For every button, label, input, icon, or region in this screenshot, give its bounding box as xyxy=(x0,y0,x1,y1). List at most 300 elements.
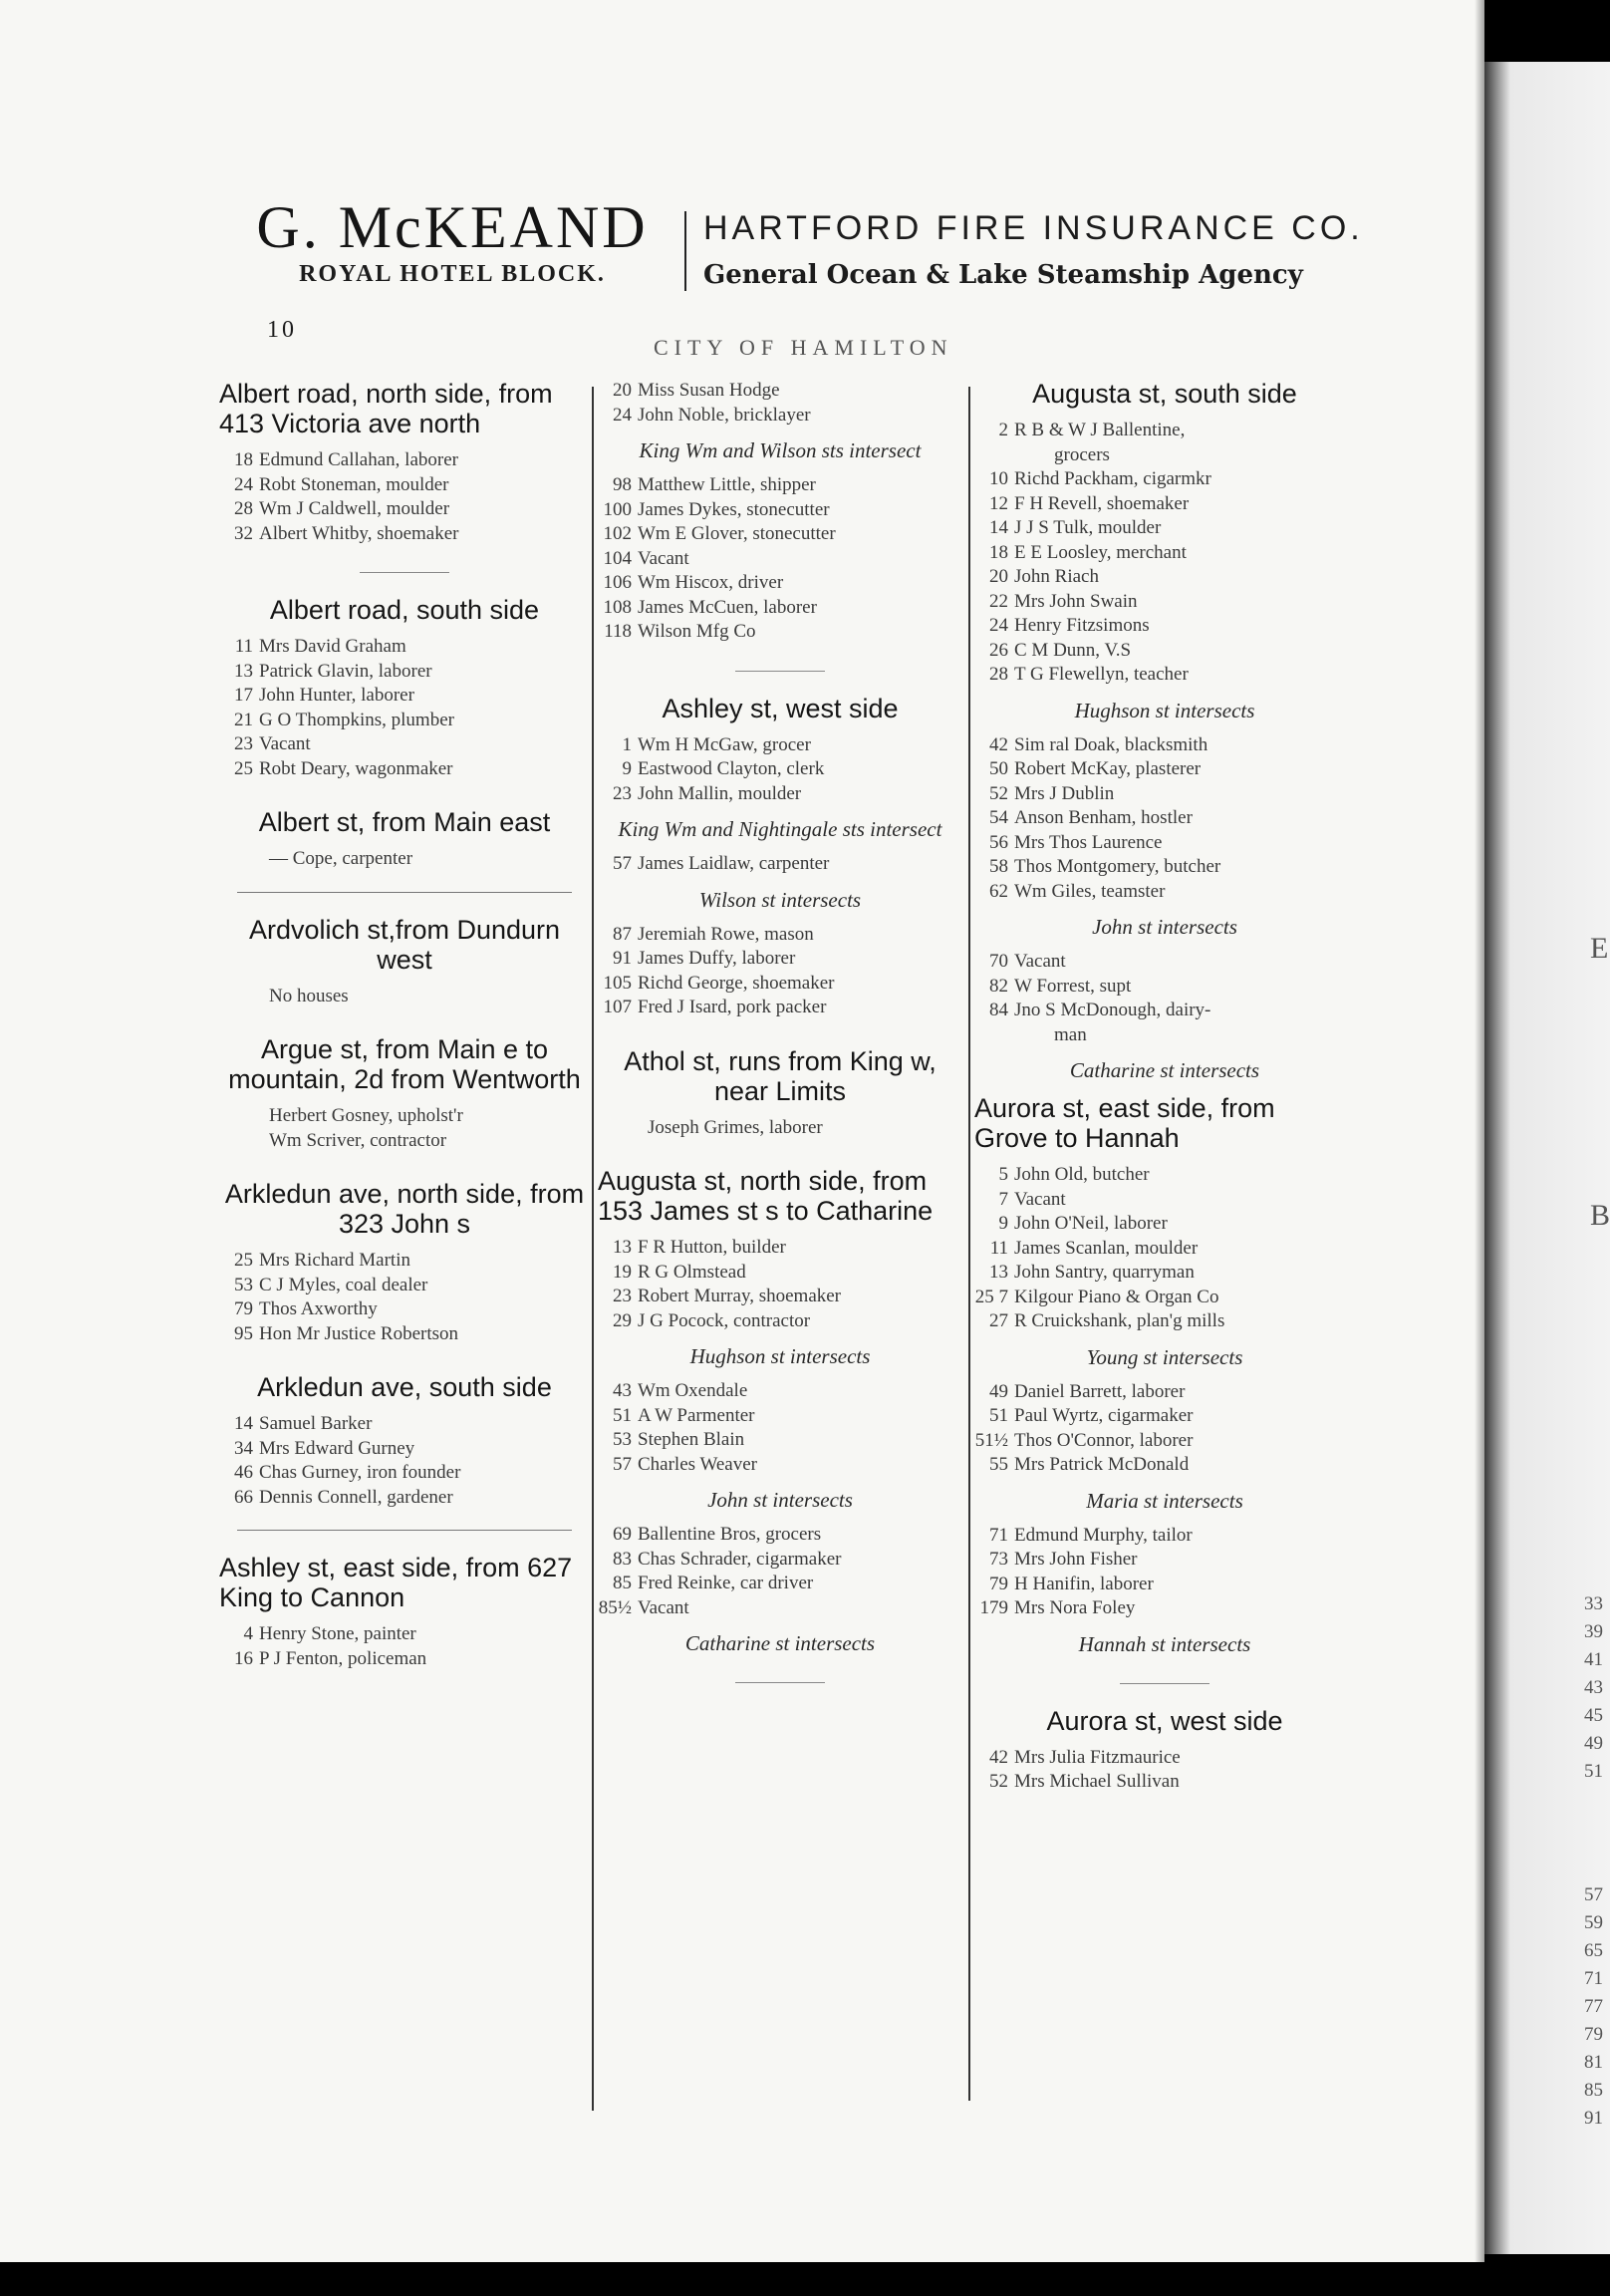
column-1 xyxy=(219,379,590,1671)
street-heading: Albert road, north side, from 413 Victoria ave north xyxy=(219,379,553,438)
directory-section xyxy=(974,950,1355,1083)
resident-name: Henry Stone, painter xyxy=(259,1623,416,1644)
resident-list xyxy=(974,1746,1355,1795)
house-number: 179 xyxy=(979,1597,1008,1618)
resident-name: Stephen Blain xyxy=(638,1429,745,1450)
resident-name: R G Olmstead xyxy=(638,1261,746,1283)
resident-entry xyxy=(219,1129,590,1154)
resident-name: man xyxy=(1054,1023,1087,1045)
resident-entry xyxy=(974,757,1355,782)
section-gap xyxy=(219,1008,590,1034)
street-heading: Augusta st, south side xyxy=(1032,379,1297,409)
resident-entry xyxy=(219,1297,590,1322)
resident-list xyxy=(598,852,962,877)
resident-name: A W Parmenter xyxy=(638,1404,755,1426)
section-divider xyxy=(735,1682,825,1683)
advertisement-right xyxy=(703,209,1364,290)
resident-name: T G Flewellyn, teacher xyxy=(1014,664,1189,685)
resident-entry xyxy=(219,660,590,685)
resident-entry xyxy=(598,1596,962,1621)
fragment-letter: B xyxy=(1590,1199,1610,1232)
resident-list xyxy=(219,635,590,781)
resident-entry xyxy=(974,1746,1355,1771)
section-gap xyxy=(219,1153,590,1179)
house-number: 102 xyxy=(603,523,632,544)
directory-section xyxy=(598,473,962,672)
resident-name: Wm H McGaw, grocer xyxy=(638,733,811,755)
house-number: 42 xyxy=(989,1746,1008,1768)
intersection-note: Catharine st intersects xyxy=(684,1631,876,1655)
house-number: 83 xyxy=(613,1548,632,1570)
resident-name: J G Pocock, contractor xyxy=(638,1309,811,1331)
resident-entry xyxy=(598,1428,962,1453)
resident-name: Vacant xyxy=(1014,1188,1066,1210)
house-number: 25 7 xyxy=(974,1286,1008,1307)
house-number: 5 xyxy=(998,1164,1008,1185)
column-rule xyxy=(968,387,970,2101)
column-2 xyxy=(598,379,962,1705)
resident-name: Richd George, shoemaker xyxy=(638,972,835,994)
house-number: 25 xyxy=(234,1250,253,1271)
house-number: 26 xyxy=(989,639,1008,661)
resident-name: Patrick Glavin, laborer xyxy=(259,660,432,682)
resident-entry xyxy=(974,1261,1355,1286)
street-heading: Ardvolich st,from Dundurn west xyxy=(248,914,561,975)
section-divider xyxy=(735,671,825,672)
resident-list xyxy=(974,1380,1355,1478)
street-heading: Arkledun ave, north side, from 323 John s xyxy=(224,1179,585,1239)
house-number: 85½ xyxy=(598,1596,632,1618)
fragment-number: 51 xyxy=(1584,1761,1603,1782)
resident-name: Edmund Callahan, laborer xyxy=(259,449,458,470)
resident-entry xyxy=(598,1548,962,1573)
resident-entry xyxy=(974,467,1355,492)
house-number: 51 xyxy=(989,1405,1008,1426)
resident-list xyxy=(598,379,962,428)
house-number: 79 xyxy=(234,1298,253,1319)
resident-name: Mrs J Dublin xyxy=(1014,782,1115,804)
resident-list xyxy=(219,1412,590,1510)
directory-section xyxy=(598,852,962,913)
resident-list xyxy=(598,1236,962,1333)
house-number: 9 xyxy=(998,1213,1008,1234)
resident-entry xyxy=(598,923,962,948)
fragment-number: 71 xyxy=(1584,1968,1603,1989)
resident-entry xyxy=(598,1453,962,1478)
directory-section xyxy=(598,1379,962,1513)
resident-list xyxy=(598,473,962,645)
directory-section xyxy=(219,915,590,1035)
resident-name: John O'Neil, laborer xyxy=(1014,1213,1168,1234)
resident-name: Joseph Grimes, laborer xyxy=(648,1116,823,1138)
house-number: 1 xyxy=(622,733,632,755)
resident-entry xyxy=(598,498,962,523)
house-number: 58 xyxy=(989,856,1008,877)
house-number: 54 xyxy=(989,807,1008,828)
resident-name: James Dykes, stonecutter xyxy=(638,498,830,520)
house-number: 9 xyxy=(622,758,632,779)
street-heading: Ashley st, east side, from 627 King to Cannon xyxy=(219,1553,573,1612)
section-divider xyxy=(1120,1683,1209,1684)
resident-entry xyxy=(974,590,1355,615)
section-gap xyxy=(219,781,590,807)
resident-name: Robert Murray, shoemaker xyxy=(638,1286,842,1306)
resident-entry xyxy=(598,379,962,404)
resident-entry xyxy=(219,1322,590,1347)
house-number: 23 xyxy=(613,782,632,804)
house-number: 13 xyxy=(234,660,253,682)
section-divider xyxy=(237,1530,572,1531)
directory-section xyxy=(974,1093,1355,1370)
resident-entry xyxy=(598,1523,962,1548)
fragment-number: 77 xyxy=(1584,1996,1603,2017)
intersection-note: Wilson st intersects xyxy=(698,887,862,912)
resident-name: Mrs John Swain xyxy=(1014,590,1138,612)
intersection-note: Hannah st intersects xyxy=(1078,1631,1251,1656)
resident-name: Mrs Edward Gurney xyxy=(259,1437,415,1459)
resident-entry xyxy=(974,1380,1355,1405)
resident-list xyxy=(219,1104,590,1153)
resident-entry xyxy=(598,522,962,547)
fragment-number: 33 xyxy=(1584,1593,1603,1614)
resident-name: Daniel Barrett, laborer xyxy=(1014,1380,1186,1402)
directory-section xyxy=(598,379,962,463)
resident-list xyxy=(598,923,962,1020)
house-number: 11 xyxy=(234,636,253,657)
resident-entry xyxy=(974,733,1355,758)
resident-entry xyxy=(974,614,1355,639)
house-number: 34 xyxy=(234,1437,253,1459)
resident-name: Kilgour Piano & Organ Co xyxy=(1014,1286,1219,1307)
resident-name: E E Loosley, merchant xyxy=(1014,541,1187,563)
resident-name: Fred Reinke, car driver xyxy=(638,1573,814,1593)
house-number: 20 xyxy=(989,566,1008,587)
directory-section xyxy=(974,1380,1355,1514)
house-number: 24 xyxy=(234,473,253,495)
resident-entry xyxy=(974,1286,1355,1310)
resident-name: Dennis Connell, gardener xyxy=(259,1486,453,1508)
resident-name: Miss Susan Hodge xyxy=(638,380,780,401)
resident-name: Thos Montgomery, butcher xyxy=(1014,856,1221,877)
directory-section xyxy=(219,1553,590,1671)
house-number: 106 xyxy=(603,572,632,593)
house-number: 100 xyxy=(603,498,632,520)
resident-list xyxy=(974,733,1355,905)
directory-section xyxy=(598,1523,962,1683)
street-heading: Athol st, runs from King w, near Limits xyxy=(624,1045,937,1106)
fragment-number: 65 xyxy=(1584,1940,1603,1961)
resident-name: Fred J Isard, pork packer xyxy=(638,997,827,1017)
house-number: 13 xyxy=(613,1237,632,1258)
resident-entry xyxy=(974,880,1355,905)
resident-entry xyxy=(219,1104,590,1129)
directory-section xyxy=(219,379,590,573)
house-number: 27 xyxy=(989,1310,1008,1331)
house-number: 28 xyxy=(234,498,253,519)
resident-name: F H Revell, shoemaker xyxy=(1014,492,1190,514)
resident-entry xyxy=(598,757,962,782)
resident-name: R B & W J Ballentine, xyxy=(1014,420,1186,440)
resident-entry xyxy=(974,1573,1355,1597)
house-number: 18 xyxy=(989,541,1008,563)
resident-entry xyxy=(974,1309,1355,1334)
house-number: 12 xyxy=(989,492,1008,514)
resident-name: Anson Benham, hostler xyxy=(1014,807,1193,828)
house-number: 53 xyxy=(234,1274,253,1295)
resident-entry xyxy=(974,806,1355,831)
resident-entry xyxy=(974,975,1355,1000)
resident-entry xyxy=(974,443,1355,468)
house-number: 51½ xyxy=(974,1429,1008,1451)
directory-section xyxy=(598,923,962,1046)
directory-section xyxy=(598,1166,962,1369)
resident-entry xyxy=(974,1163,1355,1188)
resident-list xyxy=(219,1622,590,1671)
resident-name: Mrs Richard Martin xyxy=(259,1250,410,1271)
resident-name: Jno S McDonough, dairy- xyxy=(1014,1000,1211,1020)
fragment-number: 59 xyxy=(1584,1912,1603,1933)
resident-entry xyxy=(598,1572,962,1596)
resident-name: John Riach xyxy=(1014,566,1099,587)
resident-entry xyxy=(219,497,590,522)
resident-entry xyxy=(219,1437,590,1462)
resident-list xyxy=(219,847,590,872)
section-gap xyxy=(219,1346,590,1372)
resident-name: Mrs Nora Foley xyxy=(1014,1597,1136,1618)
resident-entry xyxy=(219,1249,590,1274)
resident-entry xyxy=(974,1548,1355,1573)
fragment-number: 85 xyxy=(1584,2080,1603,2101)
resident-entry xyxy=(974,565,1355,590)
resident-entry xyxy=(974,419,1355,443)
house-number: 55 xyxy=(989,1454,1008,1475)
directory-section xyxy=(974,733,1355,941)
resident-entry xyxy=(598,404,962,429)
directory-section xyxy=(219,1179,590,1372)
resident-entry xyxy=(598,571,962,596)
resident-list xyxy=(219,1249,590,1346)
intersection-note: John st intersects xyxy=(1092,915,1237,939)
resident-name: Robt Deary, wagonmaker xyxy=(259,757,453,779)
steamship-agency: General Ocean & Lake Steamship Agency xyxy=(703,260,1303,290)
house-number: 84 xyxy=(989,1000,1008,1020)
resident-name: Vacant xyxy=(259,733,311,754)
section-divider xyxy=(237,892,572,893)
resident-name: W Forrest, supt xyxy=(1014,975,1132,997)
resident-entry xyxy=(219,1412,590,1437)
resident-entry xyxy=(219,684,590,709)
house-number: 7 xyxy=(998,1188,1008,1210)
resident-entry xyxy=(598,733,962,758)
resident-name: — Cope, carpenter xyxy=(269,848,413,869)
resident-entry xyxy=(598,782,962,807)
intersection-note: King Wm and Wilson sts intersect xyxy=(639,438,922,462)
house-number: 62 xyxy=(989,880,1008,902)
directory-section xyxy=(219,807,590,893)
resident-name: Chas Gurney, iron founder xyxy=(259,1462,461,1483)
resident-entry xyxy=(219,1486,590,1511)
resident-entry xyxy=(974,1770,1355,1795)
resident-name: Thos O'Connor, laborer xyxy=(1014,1429,1194,1451)
house-number: 87 xyxy=(613,923,632,945)
advertisement-left xyxy=(235,195,670,288)
resident-name: Wm Scriver, contractor xyxy=(269,1129,447,1151)
house-number: 98 xyxy=(613,474,632,495)
resident-name: Eastwood Clayton, clerk xyxy=(638,758,825,779)
resident-name: Chas Schrader, cigarmaker xyxy=(638,1548,842,1570)
column-3 xyxy=(974,379,1355,1795)
street-heading: Ashley st, west side xyxy=(662,693,899,723)
resident-name: Thos Axworthy xyxy=(259,1298,378,1319)
resident-name: Mrs Patrick McDonald xyxy=(1014,1454,1190,1475)
resident-name: Charles Weaver xyxy=(638,1453,757,1475)
resident-name: C M Dunn, V.S xyxy=(1014,639,1132,661)
house-number: 14 xyxy=(989,517,1008,538)
resident-entry xyxy=(598,473,962,498)
house-number: 25 xyxy=(234,757,253,779)
house-number: 13 xyxy=(989,1262,1008,1283)
resident-entry xyxy=(598,1309,962,1334)
house-number: 69 xyxy=(613,1524,632,1545)
resident-name: James Scanlan, moulder xyxy=(1014,1237,1199,1259)
house-number: 17 xyxy=(234,685,253,706)
intersection-note: King Wm and Nightingale sts intersect xyxy=(618,817,942,841)
house-number: 2 xyxy=(998,420,1008,440)
fragment-number: 57 xyxy=(1584,1884,1603,1905)
directory-section xyxy=(974,379,1355,723)
resident-entry xyxy=(974,1429,1355,1454)
resident-entry xyxy=(974,999,1355,1023)
resident-entry xyxy=(974,1023,1355,1048)
resident-name: James Duffy, laborer xyxy=(638,948,796,969)
resident-entry xyxy=(974,831,1355,856)
resident-entry xyxy=(598,620,962,645)
column-rule xyxy=(592,387,594,2111)
house-number: 32 xyxy=(234,522,253,544)
street-heading: Albert road, south side xyxy=(269,595,540,625)
house-number: 73 xyxy=(989,1549,1008,1570)
house-number: 50 xyxy=(989,758,1008,779)
house-number: 56 xyxy=(989,831,1008,853)
house-number: 82 xyxy=(989,975,1008,997)
section-gap xyxy=(598,1140,962,1166)
house-number: 105 xyxy=(603,972,632,994)
resident-entry xyxy=(219,448,590,473)
advertiser-address: ROYAL HOTEL BLOCK. xyxy=(299,261,606,287)
house-number: 42 xyxy=(989,733,1008,755)
fragment-number: 49 xyxy=(1584,1733,1603,1754)
resident-name: Wm Oxendale xyxy=(638,1380,748,1401)
house-number: 29 xyxy=(613,1309,632,1331)
resident-list xyxy=(219,985,590,1009)
resident-entry xyxy=(598,1285,962,1309)
resident-list xyxy=(598,1523,962,1620)
resident-entry xyxy=(219,473,590,498)
intersection-note: Hughson st intersects xyxy=(689,1344,871,1368)
house-number: 43 xyxy=(613,1380,632,1401)
fragment-letter: E xyxy=(1590,932,1609,965)
directory-section xyxy=(974,1524,1355,1684)
resident-name: John Hunter, laborer xyxy=(259,685,414,706)
intersection-note: Hughson st intersects xyxy=(1074,698,1255,722)
resident-name: John Mallin, moulder xyxy=(638,782,802,804)
resident-name: Vacant xyxy=(638,547,689,569)
house-number: 16 xyxy=(234,1647,253,1669)
house-number: 51 xyxy=(613,1404,632,1426)
house-number: 118 xyxy=(604,621,632,642)
directory-section xyxy=(219,1372,590,1531)
resident-entry xyxy=(974,639,1355,664)
resident-name: H Hanifin, laborer xyxy=(1014,1573,1154,1594)
house-number: 20 xyxy=(613,380,632,401)
house-number: 11 xyxy=(989,1237,1008,1259)
resident-entry xyxy=(219,1622,590,1647)
resident-name: James Laidlaw, carpenter xyxy=(638,853,830,874)
resident-name: Albert Whitby, shoemaker xyxy=(259,522,459,544)
house-number: 104 xyxy=(603,547,632,569)
resident-name: John Santry, quarryman xyxy=(1014,1262,1195,1283)
resident-entry xyxy=(598,1261,962,1286)
resident-entry xyxy=(974,782,1355,807)
intersection-note: John st intersects xyxy=(707,1488,853,1512)
street-heading: Aurora st, west side xyxy=(1046,1705,1283,1736)
advertiser-name: G. McKEAND xyxy=(256,194,649,260)
house-number: 23 xyxy=(613,1286,632,1306)
house-number: 52 xyxy=(989,1771,1008,1792)
resident-entry xyxy=(598,1236,962,1261)
resident-name: Jeremiah Rowe, mason xyxy=(638,923,814,945)
resident-entry xyxy=(974,855,1355,880)
fragment-number: 81 xyxy=(1584,2052,1603,2073)
resident-name: Wilson Mfg Co xyxy=(638,621,756,642)
house-number: 52 xyxy=(989,782,1008,804)
resident-name: James McCuen, laborer xyxy=(638,596,817,618)
house-number: 108 xyxy=(603,596,632,618)
house-number: 49 xyxy=(989,1380,1008,1402)
resident-list xyxy=(974,950,1355,1047)
house-number: 91 xyxy=(613,948,632,969)
fragment-number: 43 xyxy=(1584,1677,1603,1698)
fragment-number: 91 xyxy=(1584,2108,1603,2129)
resident-entry xyxy=(219,1461,590,1486)
resident-name: Mrs David Graham xyxy=(259,636,406,657)
house-number: 70 xyxy=(989,951,1008,972)
directory-section xyxy=(598,694,962,843)
house-number: 19 xyxy=(613,1261,632,1283)
resident-entry xyxy=(598,852,962,877)
resident-entry xyxy=(974,492,1355,517)
resident-list xyxy=(598,1116,962,1141)
resident-name: Richd Packham, cigarmkr xyxy=(1014,468,1211,489)
house-number: 14 xyxy=(234,1413,253,1434)
house-number: 71 xyxy=(989,1524,1008,1546)
running-head: CITY OF HAMILTON xyxy=(654,335,953,360)
resident-entry xyxy=(598,596,962,621)
house-number: 53 xyxy=(613,1429,632,1450)
house-number: 23 xyxy=(234,733,253,754)
resident-name: Mrs Michael Sullivan xyxy=(1014,1771,1180,1792)
resident-entry xyxy=(598,947,962,972)
house-number: 66 xyxy=(234,1486,253,1508)
resident-entry xyxy=(219,985,590,1009)
resident-name: No houses xyxy=(269,985,349,1006)
resident-name: Vacant xyxy=(638,1596,689,1618)
house-number: 46 xyxy=(234,1462,253,1483)
directory-section xyxy=(974,1706,1355,1795)
resident-entry xyxy=(598,1116,962,1141)
street-heading: Argue st, from Main e to mountain, 2d from Wentworth xyxy=(228,1034,581,1094)
street-heading: Albert st, from Main east xyxy=(258,807,551,837)
